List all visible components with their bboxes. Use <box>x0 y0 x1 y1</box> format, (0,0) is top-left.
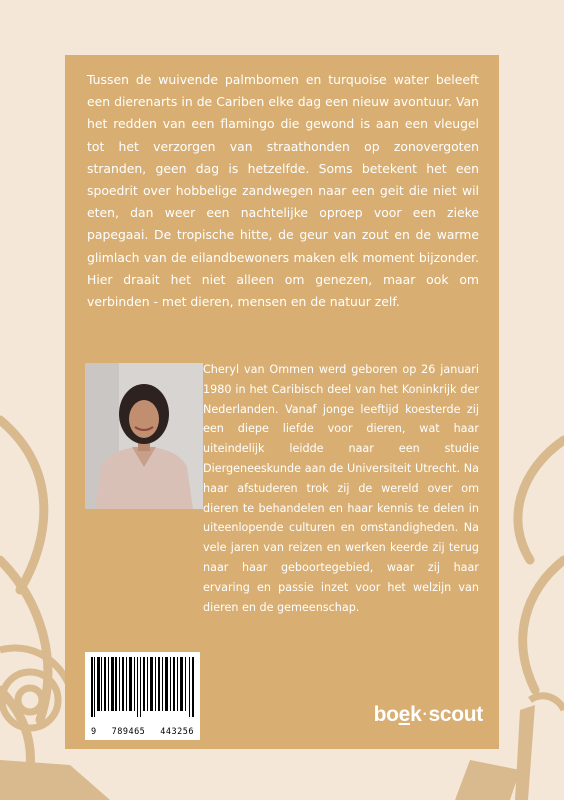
logo-separator: · <box>422 706 428 723</box>
author-bio: Cheryl van Ommen werd geboren op 26 januari 1980 in het Caribisch deel van het Koninkrijk der Nederlanden. Vanaf jonge leeftijd koesterde zij een diepe liefde voor dieren, wat haar uiteindelijk leidde naar een studie Diergeneeskunde aan de Universiteit Utrecht. Na haar afstuderen trok zij de wereld over om dieren te behandelen en haar kennis te delen in uiteenlopende culturen en omstandigheden. Na vele jaren van reizen en werken keerde zij terug naar haar geboortegebied, waar zij haar ervaring en passie inzet voor het welzijn van dieren en de gemeenschap. <box>203 363 479 614</box>
book-blurb: Tussen de wuivende palmbomen en turquoise water beleeft een dierenarts in de Cariben elke dag een nieuw avontuur. Van het redden van een flamingo die gewond is aan een vleugel tot het verzorgen van straathonden op zonovergoten stranden, geen dag is hetzelfde. Soms betekent het een spoedrit over hobbelige zandwegen naar een geit die niet wil eten, dan weer een nachtelijke oproep voor een zieke papegaai. De tropische hitte, de geur van zout en de warme glimlach van de eilandbewoners maken elk moment bijzonder. Hier draait het niet alleen om genezen, maar ook om verbinden - met dieren, mensen en de natuur zelf. <box>87 72 479 310</box>
isbn-right-digits: 443256 <box>160 727 194 737</box>
logo-e: e <box>398 703 411 726</box>
logo-scout: scout <box>428 703 483 726</box>
publisher-logo <box>351 703 483 727</box>
logo-b: b <box>373 703 387 726</box>
isbn-barcode <box>85 652 200 740</box>
isbn-number <box>85 727 200 737</box>
isbn-prefix: 9 <box>91 727 97 737</box>
logo-o: o <box>386 703 399 726</box>
cover-panel <box>65 55 499 749</box>
isbn-left-digits: 789465 <box>111 727 146 737</box>
author-photo <box>85 363 203 509</box>
logo-k: k <box>410 703 422 726</box>
